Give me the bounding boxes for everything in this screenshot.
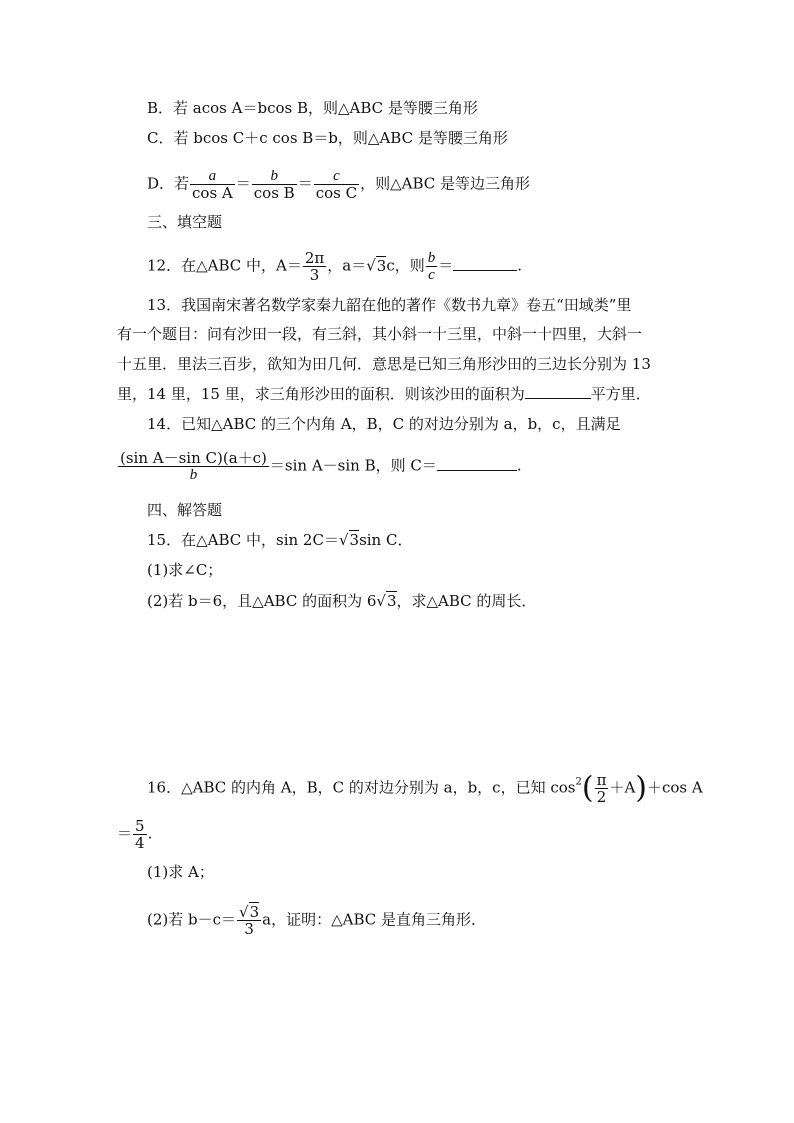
question-13-line-3: 十五里．里法三百步，欲知为田几何．意思是已知三角形沙田的三边长分别为 13 — [117, 355, 651, 373]
fraction-pi-over-2: $\frac{\pi}{2}$ — [596, 771, 607, 806]
question-15-part-2: (2)若 b＝6，且△ABC 的面积为 6√3，求△ABC 的周长． — [147, 592, 537, 610]
question-13-line-1: 13．我国南宋著名数学家秦九韶在他的著作《数书九章》卷五“田域类”里 — [147, 296, 632, 314]
question-13-line-4: 里，14 里，15 里，求三角形沙田的面积．则该沙田的面积为 平方里． — [117, 385, 651, 403]
option-d: D．若 $\frac{a}{\text{cos A}}$ ＝ $\frac{b}{\text{cos B}}$ ＝ $\frac{c}{\text{cos C}}$ ，则△ABC 是等边三角形 — [147, 168, 531, 202]
fraction-b-over-cosB: $\frac{b}{\text{cos B}}$ — [253, 168, 295, 202]
section-fill-in-heading: 三、填空题 — [147, 213, 223, 231]
question-13-line-2: 有一个题目：问有沙田一段，有三斜，其小斜一十三里，中斜一十四里，大斜一 — [117, 325, 643, 343]
question-14-line-1: 14．已知△ABC 的三个内角 A，B，C 的对边分别为 a，b，c，且满足 — [147, 415, 621, 433]
fraction-sqrt3-over-3: $\frac{√3}{3}$ — [239, 903, 260, 938]
question-16-part-2: (2)若 b－c＝ $\frac{√3}{3}$ a，证明：△ABC 是直角三角形． — [147, 903, 486, 938]
answer-blank-14 — [437, 456, 517, 471]
fraction-2pi-over-3: $\frac{2\pi}{3}$ — [304, 249, 325, 284]
question-14-line-2: $\frac{\text{(sin A－sin C)(a＋c)}}{b}$ ＝sin A－sin B，则 C＝ . — [120, 449, 522, 483]
section-answer-heading: 四、解答题 — [147, 501, 223, 519]
fraction-a-over-cosA: $\frac{a}{\text{cos A}}$ — [192, 168, 233, 202]
option-b: B．若 acos A＝bcos B，则△ABC 是等腰三角形 — [147, 99, 478, 117]
fraction-5-over-4: $\frac{5}{4}$ — [135, 817, 145, 852]
question-16-part-1: (1)求 A； — [147, 863, 214, 881]
answer-blank-12 — [453, 256, 517, 271]
question-16-line-2: ＝ $\frac{5}{4}$ . — [117, 817, 153, 852]
question-15-part-1: (1)求∠C； — [147, 561, 223, 579]
fraction-q14: $\frac{\text{(sin A－sin C)(a＋c)}}{b}$ — [120, 449, 267, 483]
question-16-line-1: 16．△ABC 的内角 A，B，C 的对边分别为 a，b，c，已知 $\cos^2$( $\frac{\pi}{2}$ ＋A)＋cos A — [147, 770, 703, 806]
question-15: 15．在△ABC 中，sin 2C＝√3sin C． — [147, 531, 413, 549]
fraction-b-over-c: $\frac{b}{c}$ — [427, 250, 436, 283]
option-c: C．若 bcos C＋c cos B＝b，则△ABC 是等腰三角形 — [147, 129, 508, 147]
fraction-c-over-cosC: $\frac{c}{\text{cos C}}$ — [315, 168, 358, 202]
question-12: 12．在△ABC 中，A＝ $\frac{2\pi}{3}$ ，a＝√3c，则 $\frac{b}{c}$ ＝ . — [147, 249, 523, 284]
answer-blank-13 — [525, 384, 591, 399]
